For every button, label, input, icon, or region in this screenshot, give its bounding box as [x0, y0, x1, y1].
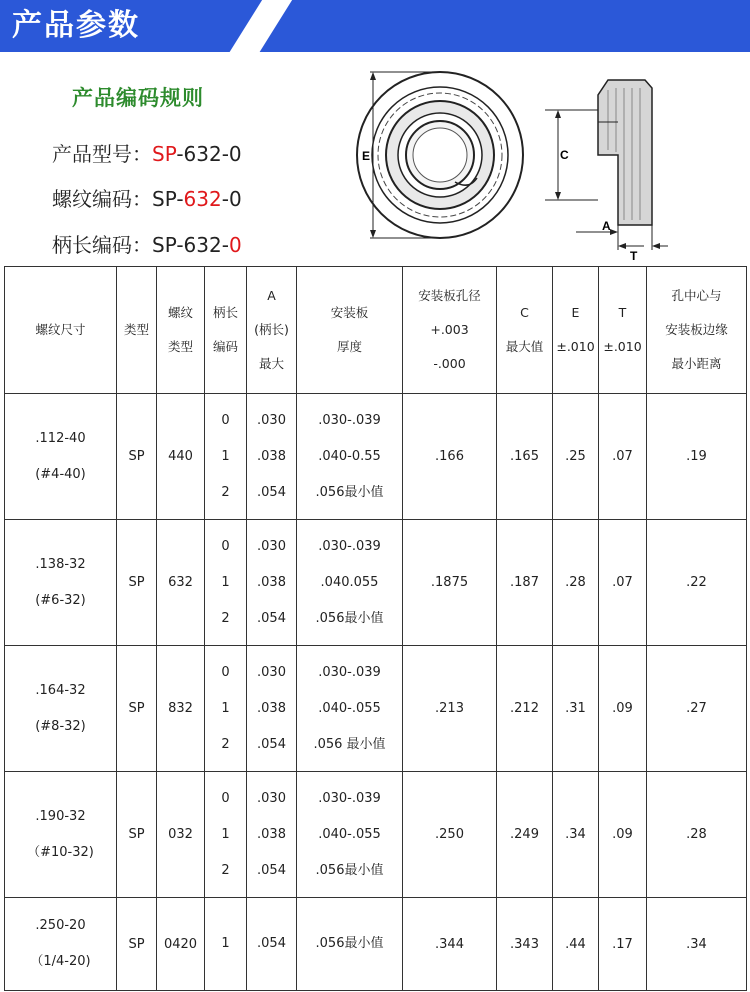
header-banner — [0, 0, 750, 52]
code-line-thread-code — [52, 183, 242, 212]
cell-t: .09 — [599, 646, 647, 772]
code-label: 柄长编码： — [52, 233, 152, 257]
code-line-shank-code — [52, 229, 242, 258]
table-row — [5, 772, 747, 898]
cell-thread-type: 832 — [157, 646, 205, 772]
code-segment: SP — [152, 142, 177, 166]
cell-hole: .213 — [403, 646, 497, 772]
code-segment: -632-0 — [176, 142, 242, 166]
code-segment: 0 — [228, 233, 242, 257]
cell-e: .25 — [553, 394, 599, 520]
cell-thread-size: .250-20 （1/4-20) — [5, 898, 117, 991]
code-label: 产品型号： — [52, 142, 152, 166]
coding-rule-title: 产品编码规则 — [72, 86, 204, 110]
cell-a: .030 .038 .054 — [247, 772, 297, 898]
cell-a: .030 .038 .054 — [247, 646, 297, 772]
cell-c: .343 — [497, 898, 553, 991]
cell-thread-size: .138-32 (#6-32) — [5, 520, 117, 646]
header-e: E ±.010 — [553, 267, 599, 394]
label-e: E — [361, 149, 371, 163]
cell-type: SP — [117, 394, 157, 520]
header-edge-distance: 孔中心与 安装板边缘 最小距离 — [647, 267, 747, 394]
header-panel-thickness: 安装板 厚度 — [297, 267, 403, 394]
nut-diagram — [340, 60, 670, 265]
cell-a: .054 — [247, 898, 297, 991]
cell-panel-thickness: .056最小值 — [297, 898, 403, 991]
cell-panel-thickness: .030-.039 .040-.055 .056最小值 — [297, 772, 403, 898]
cell-thread-size: .164-32 (#8-32) — [5, 646, 117, 772]
code-line-product-model — [52, 138, 242, 167]
cell-a: .030 .038 .054 — [247, 520, 297, 646]
cell-shank-code: 1 — [205, 898, 247, 991]
table-row — [5, 646, 747, 772]
cell-edge-distance: .27 — [647, 646, 747, 772]
table-row — [5, 394, 747, 520]
cell-thread-type: 632 — [157, 520, 205, 646]
code-segment: -0 — [221, 187, 242, 211]
page-title: 产品参数 — [12, 8, 140, 43]
spec-table — [4, 266, 747, 991]
cell-shank-code: 0 1 2 — [205, 520, 247, 646]
header-t: T ±.010 — [599, 267, 647, 394]
cell-e: .31 — [553, 646, 599, 772]
cell-c: .187 — [497, 520, 553, 646]
table-row — [5, 520, 747, 646]
label-t: T — [630, 249, 638, 263]
cell-thread-size: .112-40 (#4-40) — [5, 394, 117, 520]
cell-hole: .166 — [403, 394, 497, 520]
cell-hole: .250 — [403, 772, 497, 898]
cell-thread-type: 0420 — [157, 898, 205, 991]
label-c: C — [560, 148, 569, 162]
code-segment: SP-632- — [152, 233, 229, 257]
cell-panel-thickness: .030-.039 .040-.055 .056 最小值 — [297, 646, 403, 772]
header-c: C 最大值 — [497, 267, 553, 394]
banner-notch — [222, 0, 296, 52]
cell-edge-distance: .19 — [647, 394, 747, 520]
cell-hole: .1875 — [403, 520, 497, 646]
dimension-c — [545, 110, 598, 200]
dimension-a — [576, 219, 618, 250]
cell-type: SP — [117, 898, 157, 991]
header-hole: 安装板孔径 +.003 -.000 — [403, 267, 497, 394]
cell-type: SP — [117, 520, 157, 646]
cell-a: .030 .038 .054 — [247, 394, 297, 520]
table-header-row — [5, 267, 747, 394]
cell-c: .212 — [497, 646, 553, 772]
header-type: 类型 — [117, 267, 157, 394]
code-segment: 632 — [183, 187, 222, 211]
nut-top-view — [357, 72, 523, 238]
cell-t: .07 — [599, 394, 647, 520]
cell-hole: .344 — [403, 898, 497, 991]
cell-t: .17 — [599, 898, 647, 991]
cell-panel-thickness: .030-.039 .040-0.55 .056最小值 — [297, 394, 403, 520]
header-thread-size: 螺纹尺寸 — [5, 267, 117, 394]
cell-c: .249 — [497, 772, 553, 898]
dimension-t — [618, 225, 668, 263]
cell-shank-code: 0 1 2 — [205, 394, 247, 520]
cell-t: .09 — [599, 772, 647, 898]
cell-t: .07 — [599, 520, 647, 646]
cell-e: .28 — [553, 520, 599, 646]
cell-shank-code: 0 1 2 — [205, 772, 247, 898]
code-label: 螺纹编码： — [52, 187, 152, 211]
code-segment: SP- — [152, 187, 184, 211]
table-row — [5, 898, 747, 991]
cell-type: SP — [117, 646, 157, 772]
cell-type: SP — [117, 772, 157, 898]
cell-shank-code: 0 1 2 — [205, 646, 247, 772]
cell-e: .34 — [553, 772, 599, 898]
cell-edge-distance: .34 — [647, 898, 747, 991]
label-a: A — [602, 219, 611, 233]
cell-thread-size: .190-32 （#10-32) — [5, 772, 117, 898]
cell-edge-distance: .28 — [647, 772, 747, 898]
nut-side-view — [598, 80, 652, 225]
cell-thread-type: 440 — [157, 394, 205, 520]
header-a: A (柄长) 最大 — [247, 267, 297, 394]
cell-panel-thickness: .030-.039 .040.055 .056最小值 — [297, 520, 403, 646]
header-thread-type: 螺纹 类型 — [157, 267, 205, 394]
cell-thread-type: 032 — [157, 772, 205, 898]
cell-edge-distance: .22 — [647, 520, 747, 646]
cell-e: .44 — [553, 898, 599, 991]
header-shank-code: 柄长 编码 — [205, 267, 247, 394]
cell-c: .165 — [497, 394, 553, 520]
